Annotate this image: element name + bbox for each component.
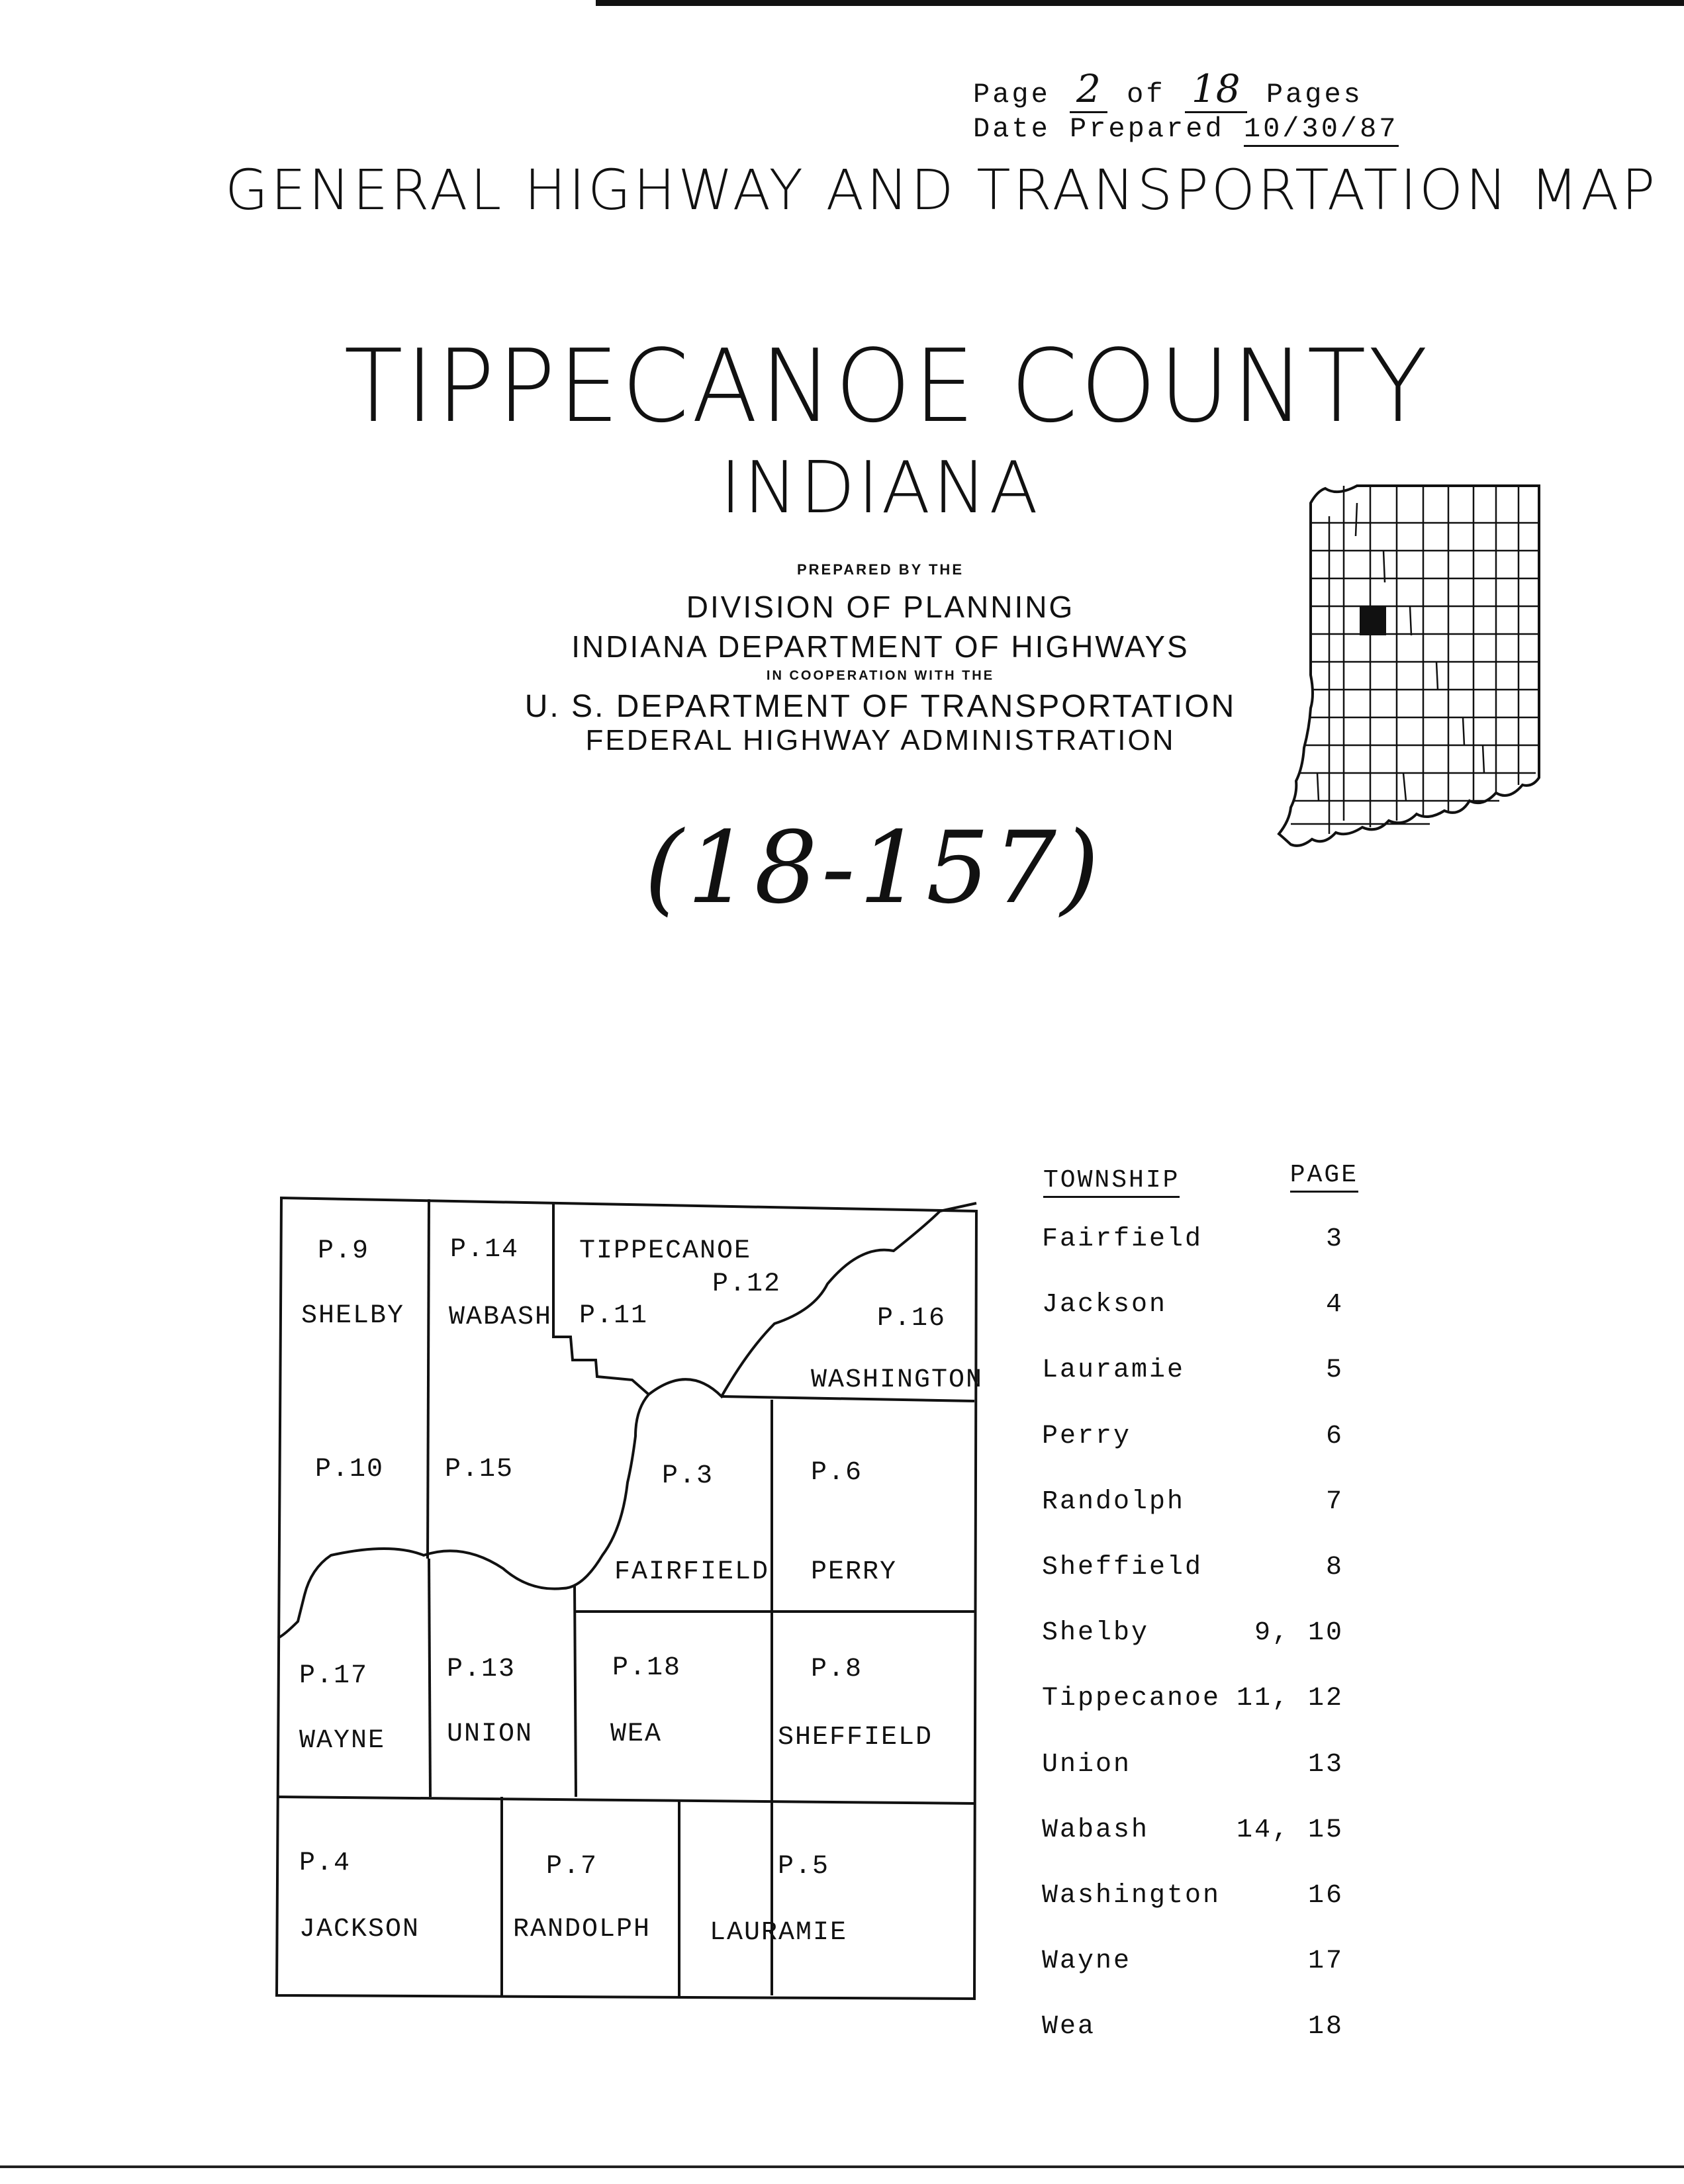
township-page: 13 [1307, 1749, 1344, 1780]
page-info [973, 66, 1399, 146]
township-page: 7 [1325, 1486, 1344, 1517]
page-count-line [973, 66, 1399, 112]
top-rule [596, 0, 1684, 6]
index-row [1039, 1410, 1383, 1475]
map-code: (18-157) [644, 811, 1103, 926]
label-p12: P.12 [712, 1269, 782, 1299]
township-name: Wabash [1042, 1815, 1150, 1845]
index-row [1039, 1934, 1383, 2000]
pages-word: Pages [1266, 79, 1363, 111]
label-p13: P.13 [447, 1655, 516, 1684]
of-word: of [1127, 79, 1166, 111]
township-name: Wayne [1042, 1946, 1132, 1977]
label-lauramie: LAURAMIE [710, 1918, 848, 1948]
label-p11: P.11 [579, 1301, 649, 1331]
label-p16: P.16 [877, 1304, 947, 1334]
label-fairfield: FAIRFIELD [614, 1557, 770, 1587]
township-column-header: TOWNSHIP [1043, 1166, 1180, 1198]
union-wea-line [575, 1585, 576, 1797]
label-tippecanoe: TIPPECANOE [579, 1236, 752, 1266]
label-wayne: WAYNE [299, 1726, 386, 1756]
county-title: TIPPECANOE COUNTY [344, 328, 1430, 445]
fairfield-north-line [722, 1396, 974, 1401]
label-p4: P.4 [299, 1848, 351, 1878]
label-p6: P.6 [811, 1458, 863, 1488]
index-row [1039, 1738, 1383, 1803]
date-value: 10/30/87 [1244, 113, 1399, 147]
township-labels [299, 1235, 983, 1948]
index-row [1039, 1803, 1383, 1869]
township-page: 4 [1325, 1290, 1344, 1320]
township-index [1039, 1161, 1383, 2066]
township-page: 17 [1307, 1946, 1344, 1977]
label-p9: P.9 [318, 1236, 370, 1266]
tippecanoe-county-highlight [1360, 606, 1386, 635]
index-row [1039, 1672, 1383, 1737]
shelby-wabash-line [428, 1199, 429, 1559]
index-row [1039, 1606, 1383, 1672]
page-column-header: PAGE [1290, 1161, 1358, 1193]
label-wea: WEA [610, 1719, 663, 1749]
page-word: Page [973, 79, 1051, 111]
label-p15: P.15 [445, 1455, 514, 1484]
township-name: Tippecanoe [1042, 1684, 1221, 1714]
label-p3: P.3 [662, 1461, 714, 1491]
township-page: 6 [1325, 1421, 1344, 1451]
township-name: Union [1042, 1749, 1132, 1780]
township-name: Washington [1042, 1880, 1221, 1911]
index-row [1039, 1869, 1383, 1934]
township-page: 5 [1325, 1355, 1344, 1386]
label-p14: P.14 [450, 1235, 520, 1265]
index-row [1039, 1475, 1383, 1541]
township-name: Jackson [1042, 1290, 1168, 1320]
wayne-union-line [429, 1559, 430, 1797]
usdot-name: U. S. DEPARTMENT OF TRANSPORTATION [524, 689, 1237, 724]
river-lower [278, 1394, 649, 1638]
label-p5: P.5 [778, 1852, 830, 1882]
indiana-locator-map [1271, 477, 1549, 887]
label-jackson: JACKSON [299, 1915, 420, 1944]
label-p18: P.18 [612, 1653, 682, 1683]
township-name: Shelby [1042, 1618, 1150, 1649]
township-name: Lauramie [1042, 1355, 1186, 1386]
label-p10: P.10 [315, 1455, 385, 1484]
index-row [1039, 1212, 1383, 1278]
township-page: 16 [1307, 1880, 1344, 1911]
township-page: 11, 12 [1236, 1684, 1344, 1714]
division-name: DIVISION OF PLANNING [686, 590, 1075, 624]
township-map [265, 1185, 993, 2005]
index-header [1039, 1161, 1383, 1212]
total-pages: 18 [1185, 66, 1247, 113]
township-page: 14, 15 [1236, 1815, 1344, 1845]
label-shelby: SHELBY [301, 1301, 405, 1331]
county-grid [1291, 486, 1539, 834]
index-row [1039, 1343, 1383, 1409]
wabash-tippecanoe-line [553, 1202, 649, 1394]
prepared-by: PREPARED BY THE [796, 561, 964, 578]
label-union: UNION [447, 1719, 534, 1749]
index-row [1039, 1541, 1383, 1606]
state-title: INDIANA [720, 447, 1041, 529]
township-page: 9, 10 [1254, 1618, 1344, 1649]
department-name: INDIANA DEPARTMENT OF HIGHWAYS [571, 629, 1190, 664]
label-sheffield: SHEFFIELD [778, 1723, 933, 1752]
label-randolph: RANDOLPH [513, 1915, 651, 1944]
label-wabash: WABASH [449, 1302, 553, 1332]
label-perry: PERRY [811, 1557, 898, 1587]
label-p17: P.17 [299, 1661, 369, 1691]
township-name: Wea [1042, 2012, 1096, 2042]
fhwa-name: FEDERAL HIGHWAY ADMINISTRATION [585, 724, 1176, 756]
township-name: Randolph [1042, 1486, 1186, 1517]
cooperation-line: IN COOPERATION WITH THE [766, 668, 995, 683]
index-row [1039, 1278, 1383, 1343]
township-page: 18 [1307, 2012, 1344, 2042]
township-page: 8 [1325, 1552, 1344, 1582]
township-name: Sheffield [1042, 1552, 1203, 1582]
main-title: GENERAL HIGHWAY AND TRANSPORTATION MAP [225, 158, 1658, 222]
date-line [973, 112, 1399, 146]
township-page: 3 [1325, 1224, 1344, 1254]
label-washington: WASHINGTON [811, 1365, 984, 1395]
label-p7: P.7 [546, 1852, 598, 1882]
page-number: 2 [1070, 66, 1107, 113]
date-label: Date Prepared [973, 113, 1225, 145]
label-p8: P.8 [811, 1655, 863, 1684]
township-name: Perry [1042, 1421, 1132, 1451]
township-name: Fairfield [1042, 1224, 1203, 1254]
bottom-rule [0, 2165, 1684, 2168]
index-row [1039, 2000, 1383, 2066]
southern-row-line [277, 1797, 974, 1803]
